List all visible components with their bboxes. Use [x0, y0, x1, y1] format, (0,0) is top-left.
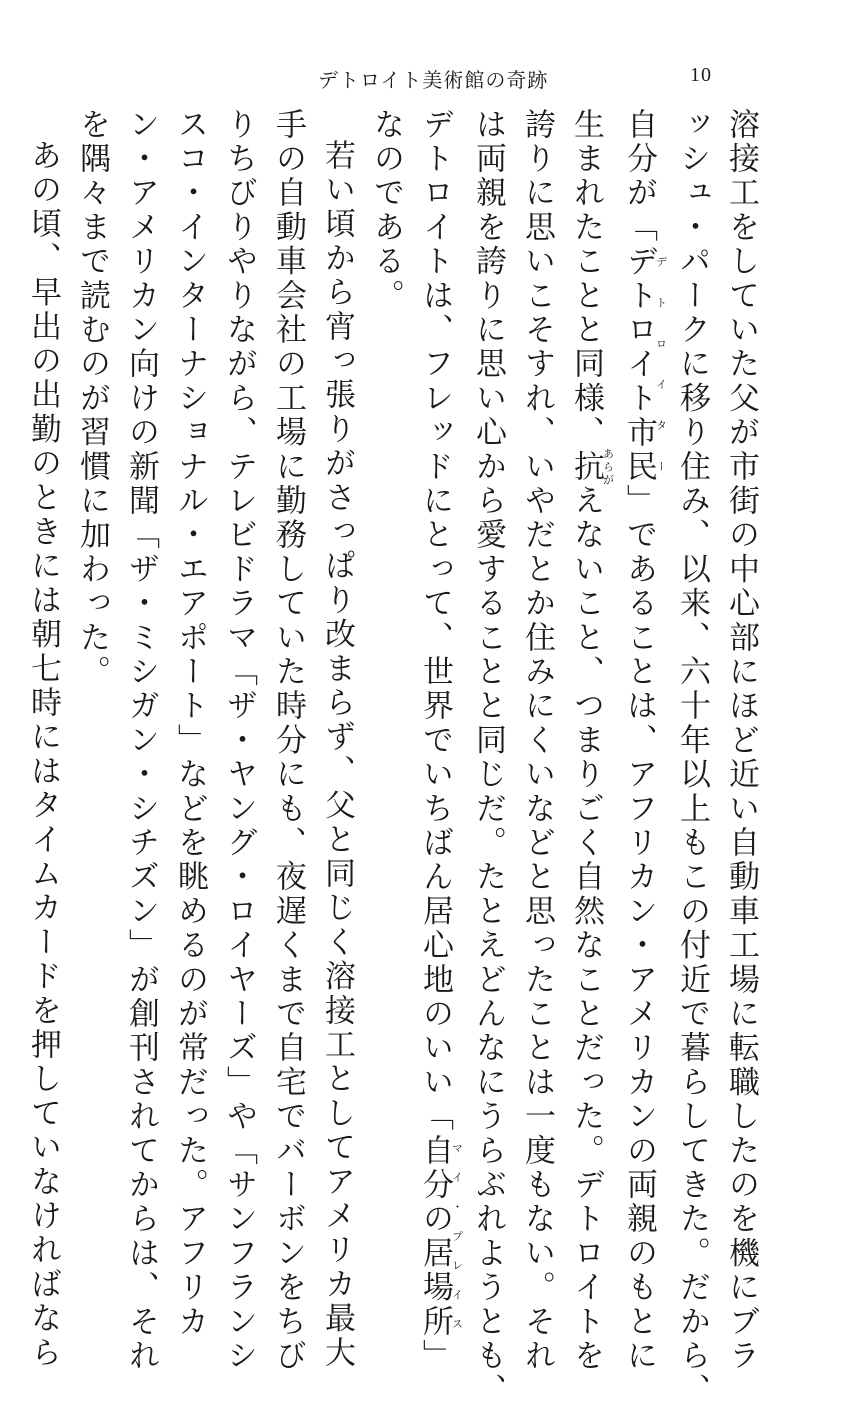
text-line: 溶接工をしていた父が市街の中心部にほど近い自動車工場に転職したのを機にブラ: [723, 108, 759, 1374]
ruby-gloss: 自分の居場所マイ・プレイス: [417, 1134, 464, 1340]
text-line: 手の自動車会社の工場に勤務していた時分にも、夜遅くまで自宅でバーボンをちび: [270, 108, 306, 1374]
ruby-gloss: 抗あらが: [568, 447, 615, 487]
body-text: [18, 108, 765, 1408]
text-line: 生まれたことと同様、抗あらがえないこと、つまりごく自然なことだった。デトロイトを: [568, 108, 615, 1374]
text-line: ン・アメリカン向けの新聞「ザ・ミシガン・シチズン」が創刊されてからは、それ: [123, 108, 159, 1374]
text-line: あの頃、早出の出勤のときには朝七時にはタイムカードを押していなければなら: [25, 139, 61, 1371]
ruby-reading: あらが: [601, 447, 615, 487]
running-head: [0, 64, 841, 94]
text-line: スコ・インターナショナル・エアポート」などを眺めるのが常だった。アフリカ: [172, 108, 208, 1340]
text-line: りちびりやりながら、テレビドラマ「ザ・ヤング・ロイヤーズ」や「サンフランシ: [221, 108, 257, 1374]
text-line: デトロイトは、フレッドにとって、世界でいちばん居心地のいい「自分の居場所マイ・プレイス」: [417, 108, 464, 1374]
text-line: 自分が「デトロイト市民デトロイター」であることは、アフリカン・アメリカンの両親のもとに: [621, 108, 668, 1374]
ruby-reading: マイ・プレイス: [450, 1134, 464, 1340]
ruby-gloss: デトロイト市民デトロイター: [621, 244, 668, 485]
text-line: を隅々まで読むのが習慣に加わった。: [74, 108, 110, 690]
text-line: 若い頃から宵っ張りがさっぱり改まらず、父と同じく溶接工としてアメリカ最大: [319, 139, 355, 1371]
ruby-reading: デトロイター: [654, 244, 668, 485]
book-title: デトロイト美術館の奇跡: [318, 68, 549, 92]
text-line: ッシュ・パークに移り住み、以来、六十年以上もこの付近で暮らしてきた。だから、: [674, 108, 710, 1408]
text-line: は両親を誇りに思い心から愛することと同じだ。たとえどんなにうらぶれようとも、: [470, 108, 506, 1408]
text-line: 誇りに思いこそすれ、いやだとか住みにくいなどと思ったことは一度もない。それ: [519, 108, 555, 1374]
page-number: 10: [690, 64, 712, 86]
text-line: なのである。: [368, 108, 404, 314]
